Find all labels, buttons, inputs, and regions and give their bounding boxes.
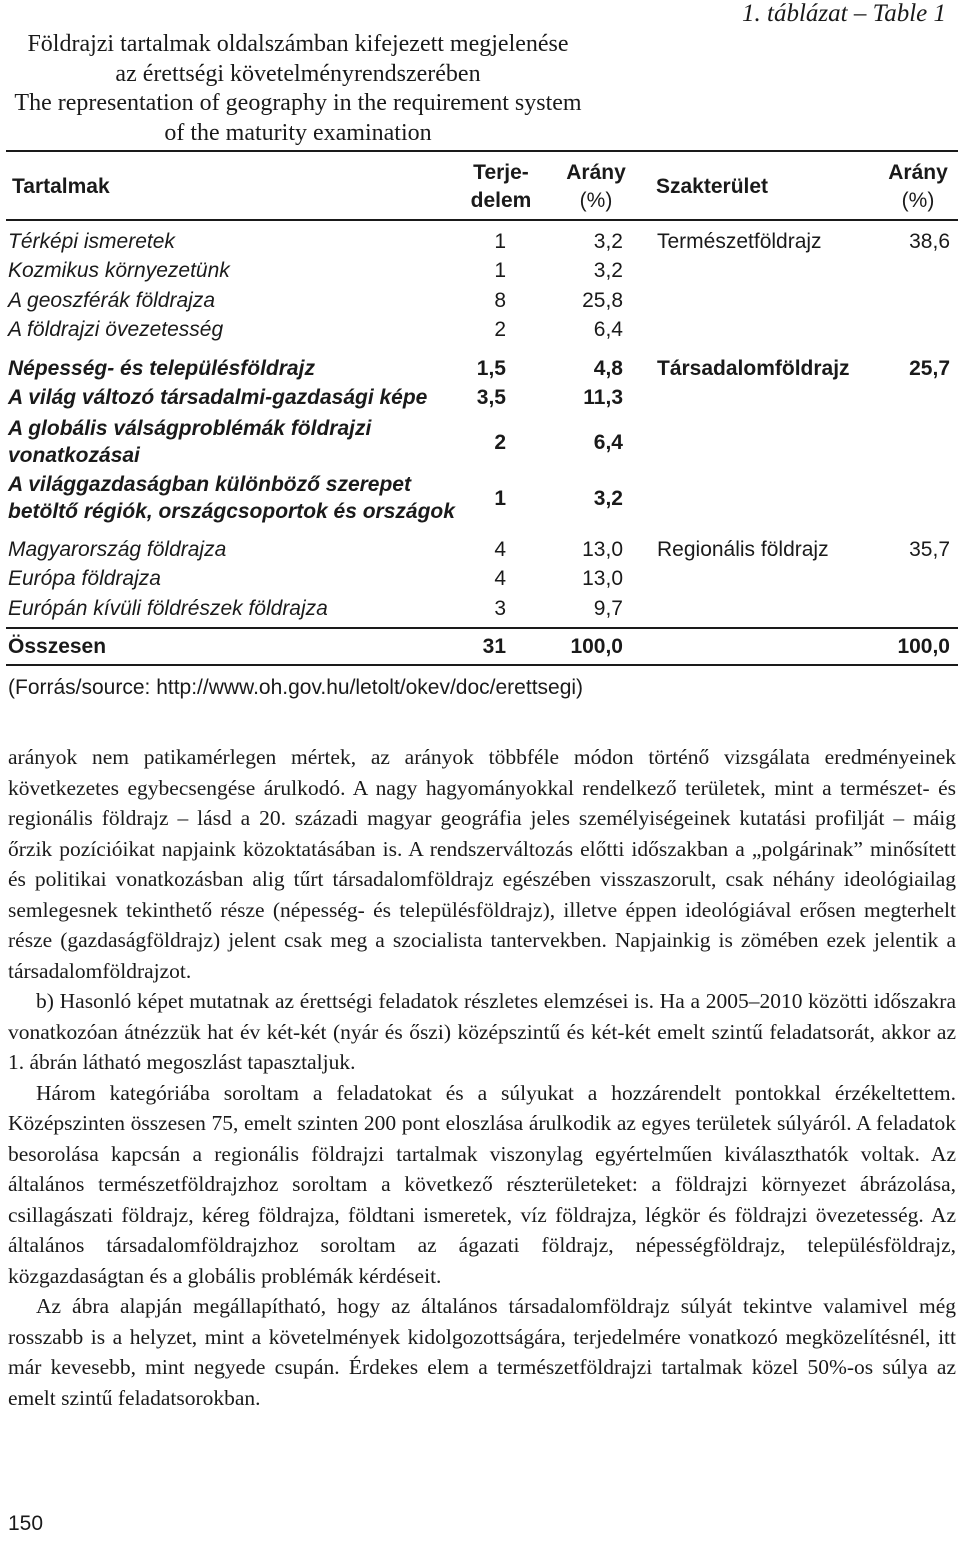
title-line-en-1: The representation of geography in the requirement system: [14, 90, 582, 116]
row-ratio: 3,2: [593, 259, 623, 282]
row-content: Magyarország földrajza: [8, 538, 227, 561]
row-content: A világ változó társadalmi-gazdasági képe: [8, 386, 428, 409]
row-content: Népesség- és településföldrajz: [8, 357, 315, 380]
row-extent: 1: [494, 487, 506, 510]
header-arany2-2: (%): [901, 189, 935, 212]
table-row: [0, 227, 960, 256]
total-label: Összesen: [8, 635, 107, 658]
row-content: Kozmikus környezetünk: [8, 259, 230, 282]
total-ratio: 100,0: [570, 635, 623, 658]
row-ratio: 13,0: [582, 567, 623, 590]
table-title: [0, 30, 778, 148]
row-extent: 2: [494, 318, 506, 341]
row-content-line-1: A globális válságproblémák földrajzi: [8, 417, 372, 440]
header-arany2-1: Arány: [888, 161, 948, 184]
table-source: (Forrás/source: http://www.oh.gov.hu/letolt/okev/doc/erettsegi): [8, 676, 584, 699]
table-bottom-rule: [6, 664, 958, 666]
row-field: Regionális földrajz: [657, 538, 829, 561]
row-content: Európa földrajza: [8, 567, 161, 590]
row-content-line-2: vonatkozásai: [8, 444, 140, 467]
table-row: [0, 415, 960, 471]
row-content-line-2: betöltő régiók, országcsoportok és országok: [8, 500, 455, 523]
header-terjedelem-2: delem: [470, 189, 532, 212]
row-ratio: 13,0: [582, 538, 623, 561]
paragraph-1: arányok nem patikamérlegen mértek, az arányok többféle módon történő vizsgálata eredményeinek következetes egybecsengése árulkodó. A nagy hagyományokkal rendelkező területek, mint a természet- és regionális földrajz – lásd a 20. századi magyar geográfia jeles személyiségeinek kutatási profilját – máig őrzik pozícióikat napjaink közoktatásában is. A rendszerváltozás előtti időszakban a „polgárinak” minősített és politikai vonatkozásban alig tűrt társadalomföldrajz egészében visszaszorult, csak néhány ideológiailag semlegesnek tekinthető része (népesség- és településföldrajz), illetve éppen ideológiával erősen megterhelt része (gazdaságföldrajz) jelent csak meg a szocialista tantervekben. Napjainkig is zömében ezek jelentik a társadalomföldrajzot.: [8, 745, 956, 983]
row-field-ratio: 25,7: [909, 357, 950, 380]
row-ratio: 25,8: [582, 289, 623, 312]
row-extent: 1: [494, 230, 506, 253]
row-extent: 1: [494, 259, 506, 282]
paragraph-4: Az ábra alapján megállapítható, hogy az általános társadalomföldrajz súlyát tekintve valamivel még rosszabb is a helyzet, mint a követelmények kidolgozottságára, terjedelmére vonatkozó megközelítésnél, itt már kevesebb, mint negyede csupán. Érdekes elem a természetföldrajzi tartalmak közel 50%-os súlya az emelt szintű feladatsorokban.: [8, 1294, 956, 1410]
row-content-line-1: A világgazdaságban különböző szerepet: [8, 473, 411, 496]
table-row: [0, 256, 960, 285]
row-ratio: 3,2: [593, 230, 623, 253]
row-ratio: 6,4: [593, 318, 623, 341]
table-top-rule: [6, 150, 958, 152]
row-extent: 4: [494, 567, 506, 590]
table-row: [0, 286, 960, 315]
row-content: A földrajzi övezetesség: [8, 318, 224, 341]
title-line-en-2: of the maturity examination: [164, 119, 432, 146]
row-extent: 4: [494, 538, 506, 561]
row-extent: 3: [494, 597, 506, 620]
header-szakterulet: Szakterület: [656, 175, 769, 198]
header-terjedelem-1: Terje-: [473, 161, 529, 184]
header-tartalmak: Tartalmak: [12, 175, 110, 198]
table-label: 1. táblázat – Table 1: [742, 0, 946, 27]
table-row: [0, 564, 960, 593]
row-extent: 8: [494, 289, 506, 312]
row-ratio: 11,3: [583, 386, 623, 409]
row-ratio: 9,7: [593, 597, 623, 620]
row-field-ratio: 38,6: [909, 230, 950, 253]
table-row: [0, 354, 960, 383]
row-field: Társadalomföldrajz: [657, 357, 850, 380]
row-ratio: 3,2: [593, 487, 623, 510]
row-field: Természetföldrajz: [657, 230, 822, 253]
title-line-hu-1: Földrajzi tartalmak oldalszámban kifejezett megjelenése: [27, 31, 569, 57]
row-field-ratio: 35,7: [909, 538, 950, 561]
row-extent: 3,5: [476, 386, 506, 409]
page-number: 150: [8, 1512, 44, 1535]
header-arany-1: Arány: [566, 161, 626, 184]
table-row: [0, 315, 960, 344]
row-content: Európán kívüli földrészek földrajza: [8, 597, 328, 620]
total-extent: 31: [482, 635, 506, 658]
table-header-rule: [6, 219, 958, 221]
paragraph-2: b) Hasonló képet mutatnak az érettségi feladatok részletes elemzései is. Ha a 2005–2010 közötti időszakra vonatkozóan átnézzük hat év két-két (nyár és őszi) középszintű és két-két emelt szintű feladatsorát, akkor az 1. ábrán látható megoszlást tapasztaljuk.: [8, 989, 956, 1074]
row-extent: 2: [494, 431, 506, 454]
table-total-rule: [6, 627, 958, 629]
table-row: [0, 471, 960, 527]
title-line-hu-2: az érettségi követelményrendszerében: [115, 60, 481, 87]
table-row: [0, 594, 960, 623]
header-arany-2: (%): [579, 189, 613, 212]
body-text: [8, 742, 956, 1413]
paragraph-3: Három kategóriába soroltam a feladatokat és a súlyukat a hozzárendelt pontokkal érzékeltettem. Középszinten összesen 75, emelt szinten 200 pont eloszlása árulkodik az egyes területek súlyáról. A feladatok besorolása kapcsán a regionális földrajzi tartalmak viszonylag egyértelműen kiválaszthatók voltak. Az általános természetföldrajzhoz soroltam a következő részterületeket: a földrajzi környezet ábrázolása, csillagászati földrajz, kéreg földrajza, földtani ismeretek, víz földrajza, légkör és földrajzi övezetesség. Az általános társadalomföldrajzhoz soroltam az ágazati földrajz, népességföldrajz, településföldrajz, közgazdaságtan és a globális problémák kérdéseit.: [8, 1080, 956, 1288]
row-ratio: 4,8: [593, 357, 623, 380]
row-content: A geoszférák földrajza: [8, 289, 215, 312]
table-row: [0, 535, 960, 564]
table-row: [0, 383, 960, 412]
row-ratio: 6,4: [593, 431, 623, 454]
row-content: Térképi ismeretek: [8, 230, 175, 253]
row-extent: 1,5: [476, 357, 506, 380]
table-total-row: [0, 632, 960, 661]
total-field-ratio: 100,0: [897, 635, 950, 658]
